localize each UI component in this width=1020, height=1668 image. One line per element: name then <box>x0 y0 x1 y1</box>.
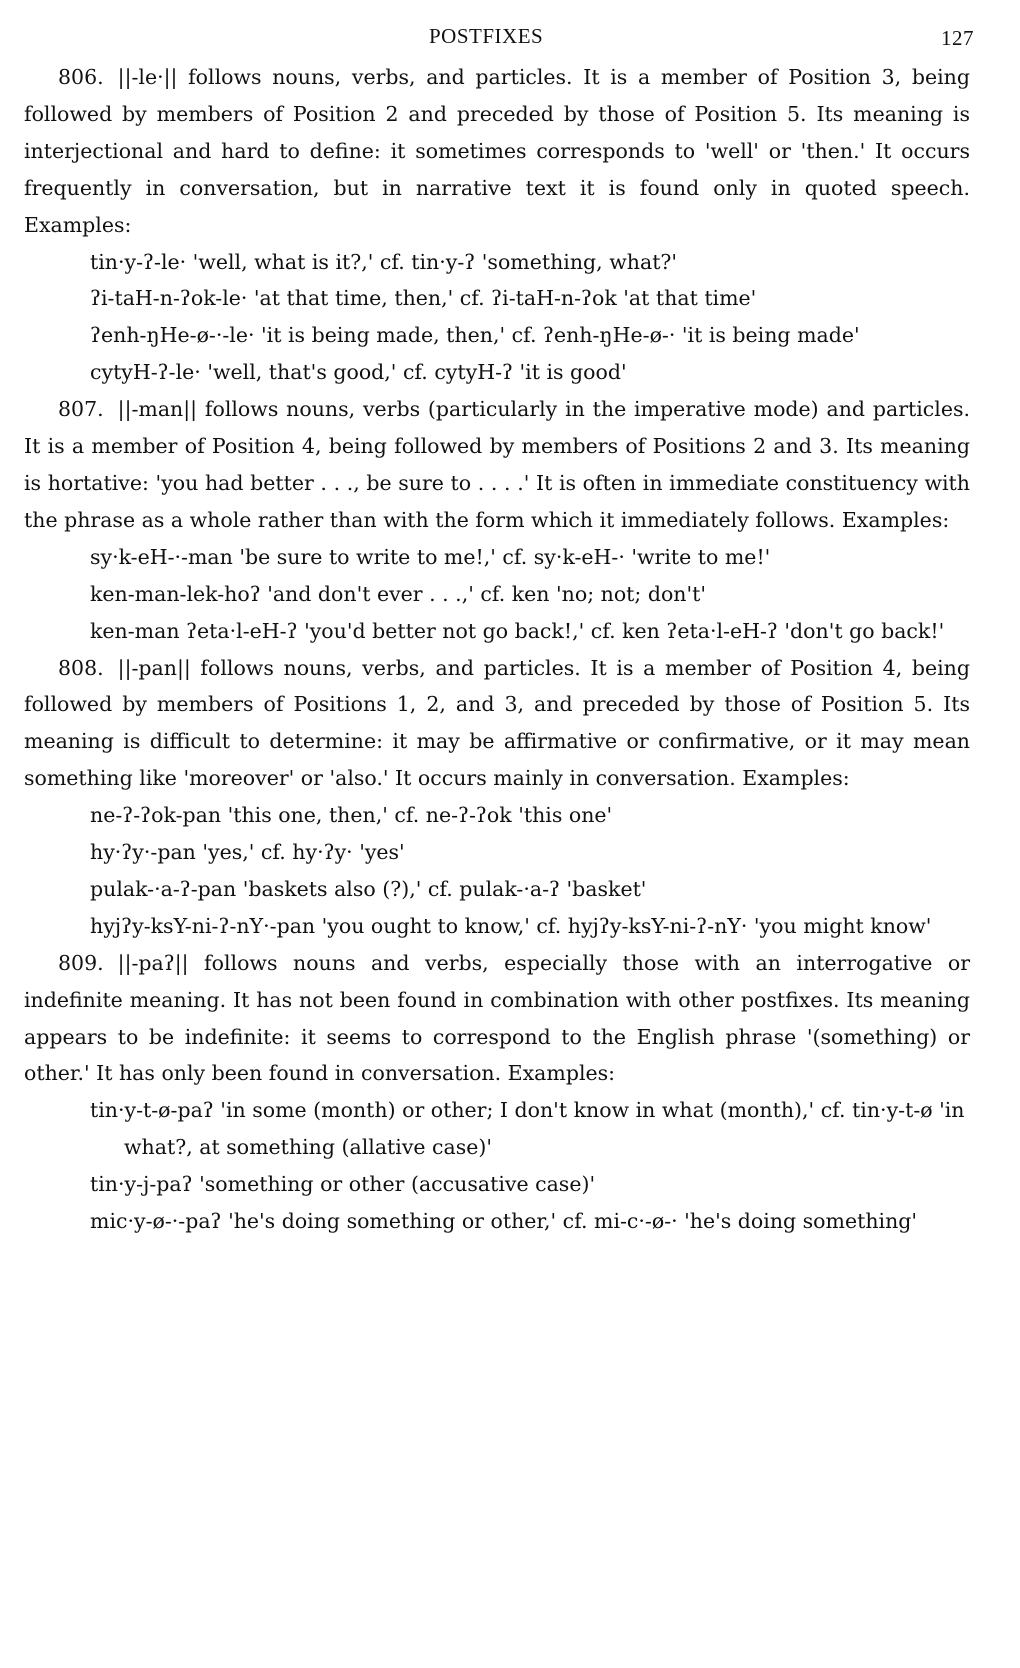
section-text: ||-paʔ|| follows nouns and verbs, especially those with an interrogative or indefinite meaning. It has not been found in combination with other postfixes. Its meaning appears to be indefinite: it seems to correspond to the English phrase '(something) or other.' It has only been found in conversation. Examples: <box>24 950 970 1086</box>
section-number: 809. <box>58 950 104 975</box>
section-807 <box>24 391 970 539</box>
example-line: tin·y-t-ø-paʔ 'in some (month) or other; I don't know in what (month),' cf. tin·y-t-ø 'in what?, at something (allative case)' <box>90 1098 965 1160</box>
example-line: ken-man-lek-hoʔ 'and don't ever . . .,' cf. ken 'no; not; don't' <box>90 581 707 606</box>
page-number: 127 <box>941 26 974 50</box>
running-title: POSTFIXES <box>429 24 544 48</box>
example-line: mic·y-ø-·-paʔ 'he's doing something or other,' cf. mi-c·-ø-· 'he's doing something' <box>90 1209 918 1234</box>
section-809 <box>24 945 970 1093</box>
section-text: ||-pan|| follows nouns, verbs, and particles. It is a member of Position 4, being followed by members of Positions 1, 2, and 3, and preceded by those of Position 5. Its meaning is difficult to determine: it may be affirmative or confirmative, or it may mean something like 'moreover' or 'also.' It occurs mainly in conversation. Examples: <box>24 655 970 791</box>
section-number: 806. <box>58 65 104 89</box>
example-line: hyjʔy-ksY-ni-ʔ-nY·-pan 'you ought to know,' cf. hyjʔy-ksY-ni-ʔ-nY· 'you might know' <box>90 913 932 938</box>
example-line: tin·y-j-paʔ 'something or other (accusative case)' <box>90 1172 596 1197</box>
example-line: ʔenh-ŋHe-ø-·-le· 'it is being made, then,' cf. ʔenh-ŋHe-ø-· 'it is being made' <box>90 323 860 348</box>
body-text <box>24 59 970 1240</box>
example-line: ne-ʔ-ʔok-pan 'this one, then,' cf. ne-ʔ-ʔok 'this one' <box>90 803 613 828</box>
section-number: 807. <box>58 397 104 422</box>
section-text: ||-man|| follows nouns, verbs (particularly in the imperative mode) and particles. It is a member of Position 4, being followed by members of Positions 2 and 3. Its meaning is hortative: 'you had better . . ., be sure to . . . .' It is often in immediate constituency with the phrase as a whole rather than with the form which it immediately follows. Examples: <box>24 397 970 532</box>
example-line: hy·ʔy·-pan 'yes,' cf. hy·ʔy· 'yes' <box>90 840 405 865</box>
example-line: tin·y-ʔ-le· 'well, what is it?,' cf. tin·y-ʔ 'something, what?' <box>90 249 678 274</box>
example-line: pulak-·a-ʔ-pan 'baskets also (?),' cf. pulak-·a-ʔ 'basket' <box>90 876 647 901</box>
example-line: ʔi-taH-n-ʔok-le· 'at that time, then,' cf. ʔi-taH-n-ʔok 'at that time' <box>90 286 757 311</box>
example-line: ken-man ʔeta·l-eH-ʔ 'you'd better not go back!,' cf. ken ʔeta·l-eH-ʔ 'don't go back!' <box>90 618 945 643</box>
example-line: cytyH-ʔ-le· 'well, that's good,' cf. cytyH-ʔ 'it is good' <box>90 360 627 385</box>
section-number: 808. <box>58 655 104 680</box>
section-808 <box>24 650 970 798</box>
section-text: ||-le·|| follows nouns, verbs, and particles. It is a member of Position 3, being followed by members of Position 2 and preceded by those of Position 5. Its meaning is interjectional and hard to define: it sometimes corresponds to 'well' or 'then.' It occurs frequently in conversation, but in narrative text it is found only in quoted speech. Examples: <box>24 65 970 237</box>
running-header <box>24 20 976 54</box>
section-806 <box>24 59 970 244</box>
example-line: sy·k-eH-·-man 'be sure to write to me!,' cf. sy·k-eH-· 'write to me!' <box>90 544 771 569</box>
